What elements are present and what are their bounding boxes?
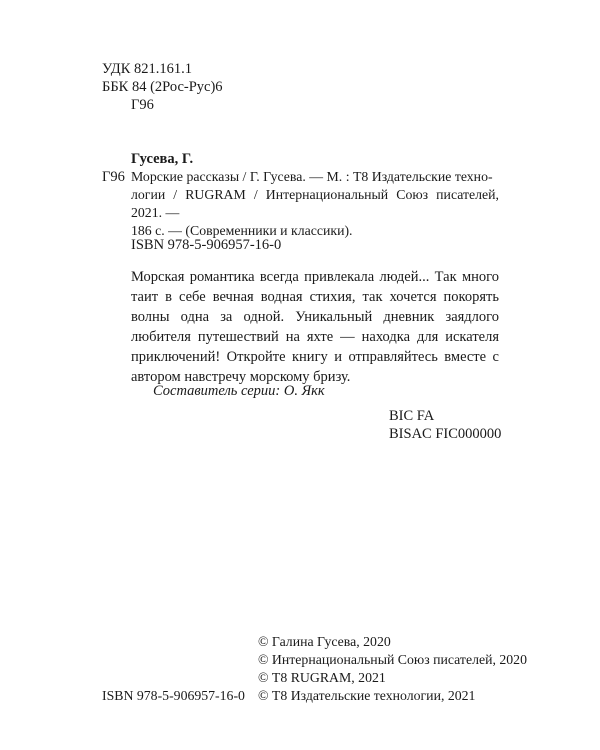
series-compiler: Составитель серии: О. Якк [153, 383, 325, 399]
copyright-line: © Т8 Издательские технологии, 2021 [258, 688, 476, 703]
bibliographic-description [131, 168, 499, 240]
description-line: Морские рассказы / Г. Гусева. — М. : Т8 Издательские техно- [131, 169, 493, 184]
author-code-margin: Г96 [102, 169, 125, 185]
bisac-code: BISAC FIC000000 [389, 426, 502, 442]
bic-code: BIC FA [389, 408, 435, 424]
bbk-code: ББК 84 (2Рос-Рус)6 [102, 79, 223, 95]
annotation-paragraph: Морская романтика всегда привлекала людей... Так много таит в себе вечная водная стихия, так хочется покорять волны одна за одной. Уникальный дневник заядлого любителя путешествий на яхте — находка для искателя приключений! Откройте книгу и отправляйтесь вместе с автором навстречу морскому бризу. [131, 269, 499, 385]
isbn: ISBN 978-5-906957-16-0 [131, 237, 282, 253]
isbn-bottom: ISBN 978-5-906957-16-0 [102, 688, 245, 703]
author-code: Г96 [131, 97, 154, 113]
author-name: Гусева, Г. [131, 151, 194, 167]
udk-code: УДК 821.161.1 [102, 61, 192, 77]
description-line: 186 с. — (Современники и классики). [131, 223, 353, 238]
copyright-line: © Галина Гусева, 2020 [258, 634, 391, 649]
copyright-line: © Интернациональный Союз писателей, 2020 [258, 652, 527, 667]
copyright-line: © Т8 RUGRAM, 2021 [258, 670, 386, 685]
description-line: логии / RUGRAM / Интернациональный Союз писателей, 2021. — [131, 187, 499, 220]
